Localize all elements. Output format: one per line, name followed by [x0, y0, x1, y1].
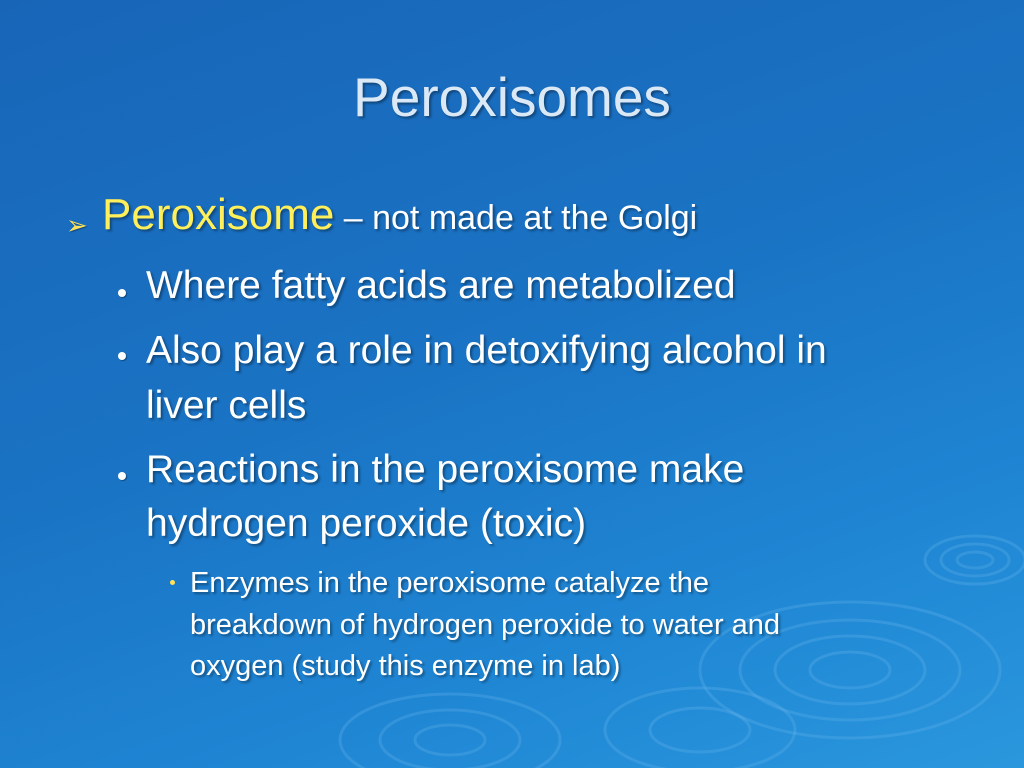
- sub-sub-bullet-line: breakdown of hydrogen peroxide to water and: [190, 609, 781, 641]
- dot-bullet-icon: [118, 352, 126, 360]
- arrow-bullet-icon: ➢: [66, 210, 88, 240]
- small-dot-bullet-icon: [170, 580, 175, 585]
- dot-bullet-icon: [118, 289, 126, 297]
- sub-sub-bullet-line: Enzymes in the peroxisome catalyze the: [190, 567, 710, 599]
- sub-bullet-line: Where fatty acids are metabolized: [146, 264, 736, 307]
- sub-bullet-line: hydrogen peroxide (toxic): [146, 502, 587, 545]
- bullet-keyword: Peroxisome: [102, 190, 335, 239]
- sub-bullet-line: liver cells: [146, 384, 307, 427]
- sub-bullet-line: Also play a role in detoxifying alcohol in: [146, 329, 827, 372]
- bullet-peroxisome: [102, 190, 697, 240]
- slide-title: Peroxisomes: [353, 66, 671, 128]
- bullet-text: – not made at the Golgi: [334, 199, 698, 237]
- sub-bullet-line: Reactions in the peroxisome make: [146, 448, 745, 491]
- sub-sub-bullet-line: oxygen (study this enzyme in lab): [190, 650, 621, 682]
- dot-bullet-icon: [118, 472, 126, 480]
